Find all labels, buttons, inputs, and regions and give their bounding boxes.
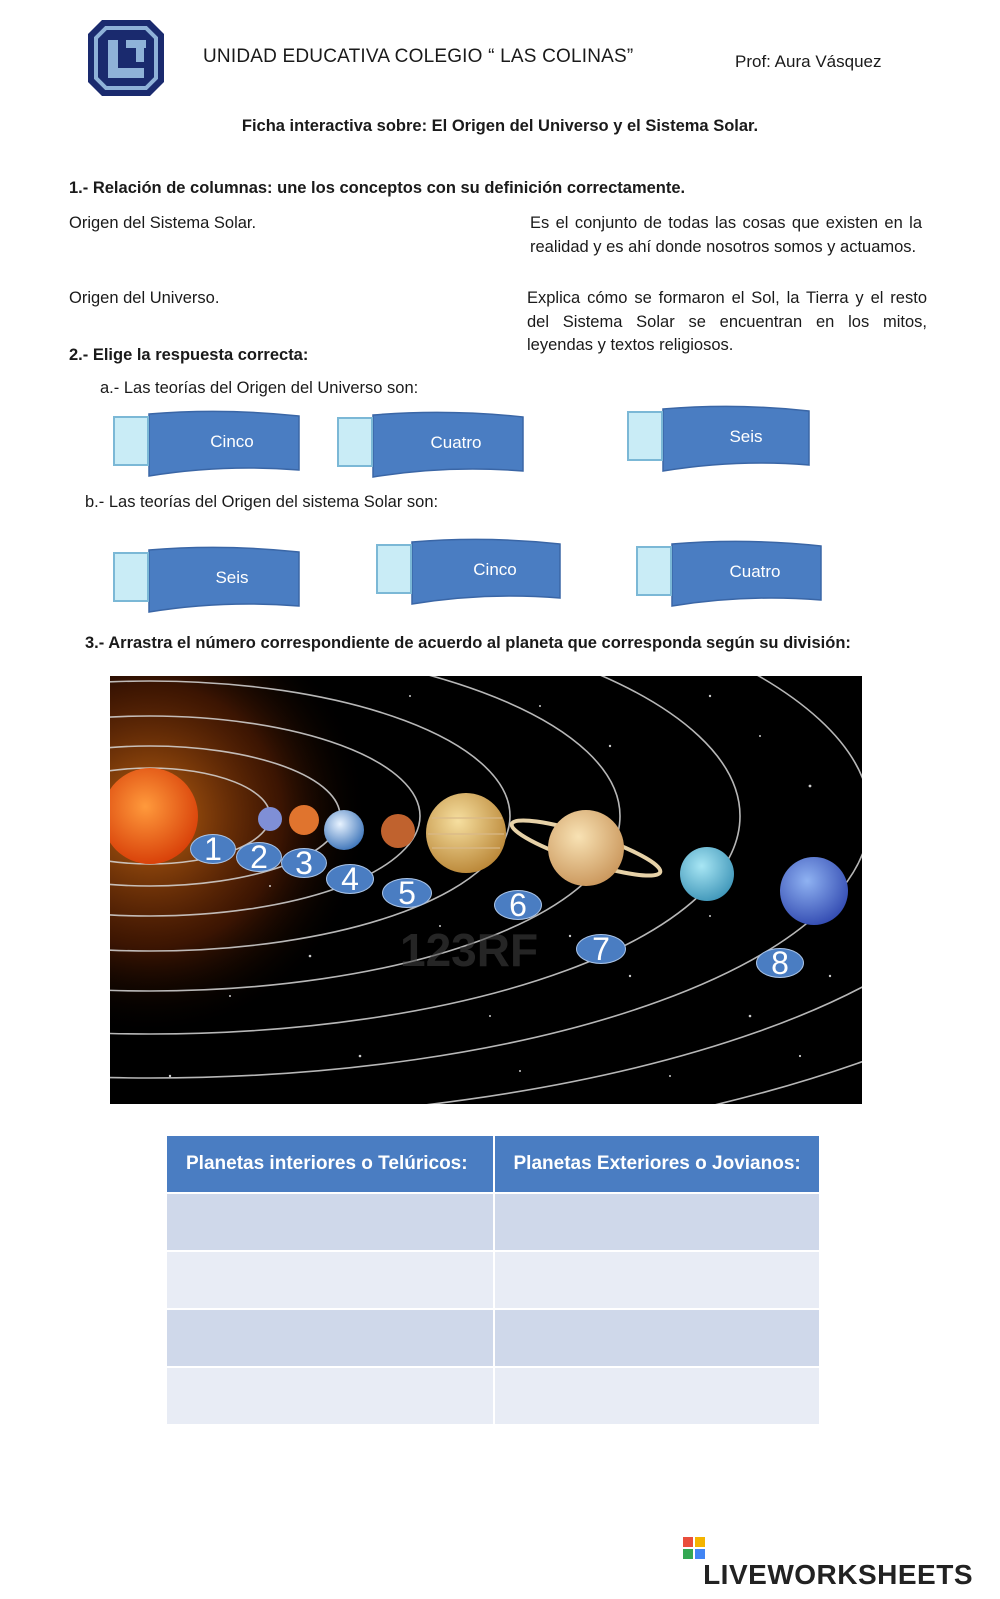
header-exteriores: Planetas Exteriores o Jovianos: [494, 1136, 821, 1193]
watermark-text: 123RF [400, 924, 539, 976]
planet-classification-table [167, 1136, 821, 1424]
option-b-cuatro[interactable] [636, 540, 836, 612]
drag-number-4[interactable]: 4 [326, 864, 374, 894]
option-a-seis-checkbox[interactable] [627, 411, 663, 461]
header-interiores: Planetas interiores o Telúricos: [167, 1136, 494, 1193]
liveworksheets-brand[interactable]: LIVEWORKSHEETS [703, 1559, 973, 1590]
drag-number-7[interactable]: 7 [576, 934, 626, 964]
option-label: Cuatro [729, 562, 781, 581]
solar-system-illustration [110, 676, 862, 1104]
drag-number-6[interactable]: 6 [494, 890, 542, 920]
option-b-seis-checkbox[interactable] [113, 552, 149, 602]
concept-origen-sistema-solar[interactable]: Origen del Sistema Solar. [69, 214, 257, 232]
liveworksheets-logo-icon [683, 1537, 705, 1559]
concept-origen-universo[interactable]: Origen del Universo. [69, 289, 220, 307]
option-a-seis[interactable] [627, 405, 827, 477]
option-a-cinco[interactable] [113, 410, 313, 482]
option-b-cinco-checkbox[interactable] [376, 544, 412, 594]
drop-cell-interiores-3[interactable] [167, 1309, 494, 1367]
option-a-cuatro[interactable] [337, 411, 537, 483]
solar-system-image [110, 676, 862, 1104]
definition-sistema-solar[interactable]: Explica cómo se formaron el Sol, la Tierra y el resto del Sistema Solar se encuentran en los mitos, leyendas y textos religiosos. [527, 289, 927, 354]
option-label: Cinco [473, 560, 517, 579]
drop-cell-exteriores-1[interactable] [494, 1193, 821, 1251]
drag-number-8[interactable]: 8 [756, 948, 804, 978]
drop-cell-exteriores-3[interactable] [494, 1309, 821, 1367]
option-label: Seis [729, 427, 763, 446]
teacher-name: Prof: Aura Vásquez [735, 52, 882, 71]
drop-cell-exteriores-4[interactable] [494, 1367, 821, 1424]
option-a-cinco-checkbox[interactable] [113, 416, 149, 466]
question-b: b.- Las teorías del Origen del sistema Solar son: [85, 493, 439, 511]
option-b-cuatro-checkbox[interactable] [636, 546, 672, 596]
worksheet-title: Ficha interactiva sobre: El Origen del Universo y el Sistema Solar. [241, 117, 759, 135]
drop-cell-interiores-1[interactable] [167, 1193, 494, 1251]
option-label: Seis [215, 568, 249, 587]
option-label: Cinco [210, 432, 254, 451]
section1-instruction: 1.- Relación de columnas: une los conceptos con su definición correctamente. [69, 179, 686, 197]
school-logo [88, 20, 164, 96]
drop-cell-interiores-2[interactable] [167, 1251, 494, 1309]
section3-instruction: 3.- Arrastra el número correspondiente de acuerdo al planeta que corresponda según su división: [85, 634, 851, 652]
option-label: Cuatro [430, 433, 482, 452]
drop-cell-interiores-4[interactable] [167, 1367, 494, 1424]
drop-cell-exteriores-2[interactable] [494, 1251, 821, 1309]
drag-number-2[interactable]: 2 [236, 842, 282, 872]
drag-number-5[interactable]: 5 [382, 878, 432, 908]
drag-number-3[interactable]: 3 [281, 848, 327, 878]
section2-instruction: 2.- Elige la respuesta correcta: [69, 346, 309, 364]
option-b-cinco[interactable] [376, 538, 576, 610]
option-a-cuatro-checkbox[interactable] [337, 417, 373, 467]
question-a: a.- Las teorías del Origen del Universo son: [100, 379, 419, 397]
school-name: UNIDAD EDUCATIVA COLEGIO “ LAS COLINAS” [203, 46, 634, 67]
definition-universo[interactable]: Es el conjunto de todas las cosas que existen en la realidad y es ahí donde nosotros somos y actuamos. [530, 214, 922, 256]
drag-number-1[interactable]: 1 [190, 834, 236, 864]
option-b-seis[interactable] [113, 546, 313, 618]
